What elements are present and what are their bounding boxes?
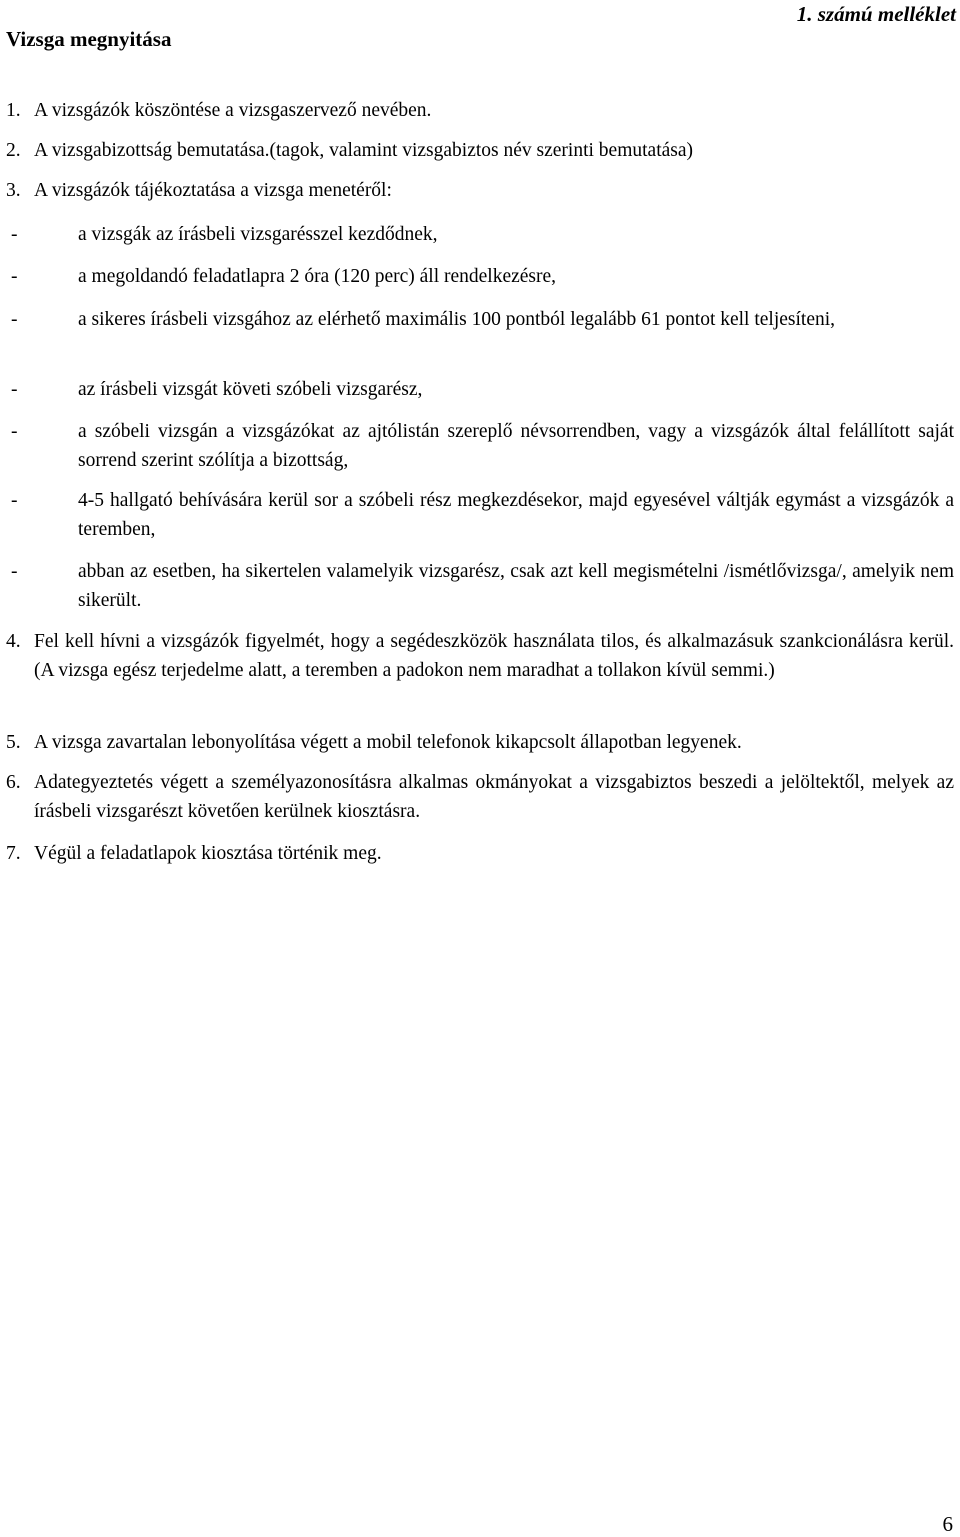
page-title: Vizsga megnyitása: [6, 27, 172, 51]
bullet-dash: -: [11, 379, 18, 400]
bullet-item: [11, 486, 954, 544]
bullet-dash: -: [11, 561, 18, 582]
page-number: 6: [942, 1512, 953, 1536]
bullet-dash: -: [11, 421, 18, 442]
bullet-text: 4-5 hallgató behívására kerül sor a szóbeli rész megkezdésekor, majd egyesével váltják egymást a vizsgázók a teremben,: [78, 490, 954, 540]
bullet-dash: -: [11, 266, 18, 287]
bullet-text: az írásbeli vizsgát követi szóbeli vizsgarész,: [78, 379, 423, 400]
bullet-text: a szóbeli vizsgán a vizsgázókat az ajtólistán szereplő névsorrendben, vagy a vizsgázók által felállított saját sorrend szerint szólítja a bizottság,: [78, 421, 954, 471]
bullet-item: [11, 262, 954, 291]
bullet-text: a sikeres írásbeli vizsgához az elérhető maximális 100 pontból legalább 61 pontot kell teljesíteni,: [78, 309, 836, 330]
list-item: [6, 768, 954, 826]
bullet-dash: -: [11, 309, 18, 330]
item-number: 1.: [6, 100, 21, 121]
annex-label: 1. számú melléklet: [796, 2, 956, 26]
bullet-item: [11, 557, 954, 615]
item-number: 5.: [6, 732, 21, 753]
list-item: [6, 839, 954, 868]
item-text: A vizsgázók tájékoztatása a vizsga menetéről:: [34, 180, 392, 201]
list-item: [6, 96, 954, 125]
item-text: A vizsga zavartalan lebonyolítása végett a mobil telefonok kikapcsolt állapotban legyenek.: [34, 732, 742, 753]
list-item: [6, 728, 954, 757]
bullet-item: [11, 375, 954, 404]
list-item: [6, 176, 954, 205]
bullet-text: a megoldandó feladatlapra 2 óra (120 perc) áll rendelkezésre,: [78, 266, 557, 287]
item-text: A vizsgabizottság bemutatása.(tagok, valamint vizsgabiztos név szerinti bemutatása): [34, 140, 694, 161]
item-number: 2.: [6, 140, 21, 161]
item-text: Adategyeztetés végett a személyazonosításra alkalmas okmányokat a vizsgabiztos beszedi a jelöltektől, melyek az írásbeli vizsgarészt követően kerülnek kiosztásra.: [34, 772, 954, 822]
bullet-dash: -: [11, 224, 18, 245]
bullet-item: [11, 220, 954, 249]
item-number: 7.: [6, 843, 21, 864]
bullet-text: abban az esetben, ha sikertelen valamelyik vizsgarész, csak azt kell megismételni /ismétlővizsga/, amelyik nem sikerült.: [78, 561, 954, 611]
item-text: Végül a feladatlapok kiosztása történik meg.: [34, 843, 382, 864]
item-text: A vizsgázók köszöntése a vizsgaszervező nevében.: [34, 100, 432, 121]
bullet-dash: -: [11, 490, 18, 511]
list-item: [6, 627, 954, 685]
bullet-item: [11, 305, 954, 334]
item-number: 4.: [6, 631, 21, 652]
item-number: 6.: [6, 772, 21, 793]
bullet-item: [11, 417, 954, 475]
list-item: [6, 136, 954, 165]
bullet-text: a vizsgák az írásbeli vizsgarésszel kezdődnek,: [78, 224, 438, 245]
item-number: 3.: [6, 180, 21, 201]
item-text: Fel kell hívni a vizsgázók figyelmét, hogy a segédeszközök használata tilos, és alkalmazásuk szankcionálásra kerül.(A vizsga egész terjedelme alatt, a teremben a padokon nem maradhat a tollakon kívül semmi.): [34, 631, 954, 681]
